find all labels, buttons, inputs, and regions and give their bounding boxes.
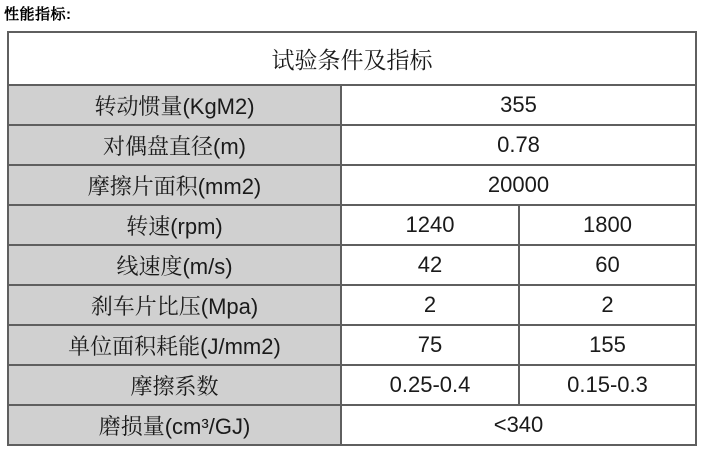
row-value: 20000 xyxy=(341,165,696,205)
row-label: 单位面积耗能(J/mm2) xyxy=(8,325,341,365)
row-value: 60 xyxy=(519,245,696,285)
table-row xyxy=(8,205,696,245)
row-value: 0.25-0.4 xyxy=(341,365,519,405)
row-value: 155 xyxy=(519,325,696,365)
table-row xyxy=(8,165,696,205)
table-row xyxy=(8,325,696,365)
row-value: 1240 xyxy=(341,205,519,245)
row-label: 磨损量(cm³/GJ) xyxy=(8,405,341,445)
row-label: 摩擦片面积(mm2) xyxy=(8,165,341,205)
table-row xyxy=(8,245,696,285)
row-value: 2 xyxy=(341,285,519,325)
row-value: 2 xyxy=(519,285,696,325)
table-title: 试验条件及指标 xyxy=(8,32,696,85)
row-label: 对偶盘直径(m) xyxy=(8,125,341,165)
row-label: 刹车片比压(Mpa) xyxy=(8,285,341,325)
row-value: 75 xyxy=(341,325,519,365)
row-value: 355 xyxy=(341,85,696,125)
table-title-row xyxy=(8,32,696,85)
row-value: 0.15-0.3 xyxy=(519,365,696,405)
row-value: 0.78 xyxy=(341,125,696,165)
table-row xyxy=(8,365,696,405)
row-value: <340 xyxy=(341,405,696,445)
row-value: 42 xyxy=(341,245,519,285)
page-heading: 性能指标: xyxy=(4,6,72,23)
row-value: 1800 xyxy=(519,205,696,245)
table-row xyxy=(8,285,696,325)
table-row xyxy=(8,405,696,445)
table-row xyxy=(8,85,696,125)
row-label: 转速(rpm) xyxy=(8,205,341,245)
spec-table xyxy=(7,31,697,446)
row-label: 摩擦系数 xyxy=(8,365,341,405)
row-label: 线速度(m/s) xyxy=(8,245,341,285)
table-row xyxy=(8,125,696,165)
row-label: 转动惯量(KgM2) xyxy=(8,85,341,125)
